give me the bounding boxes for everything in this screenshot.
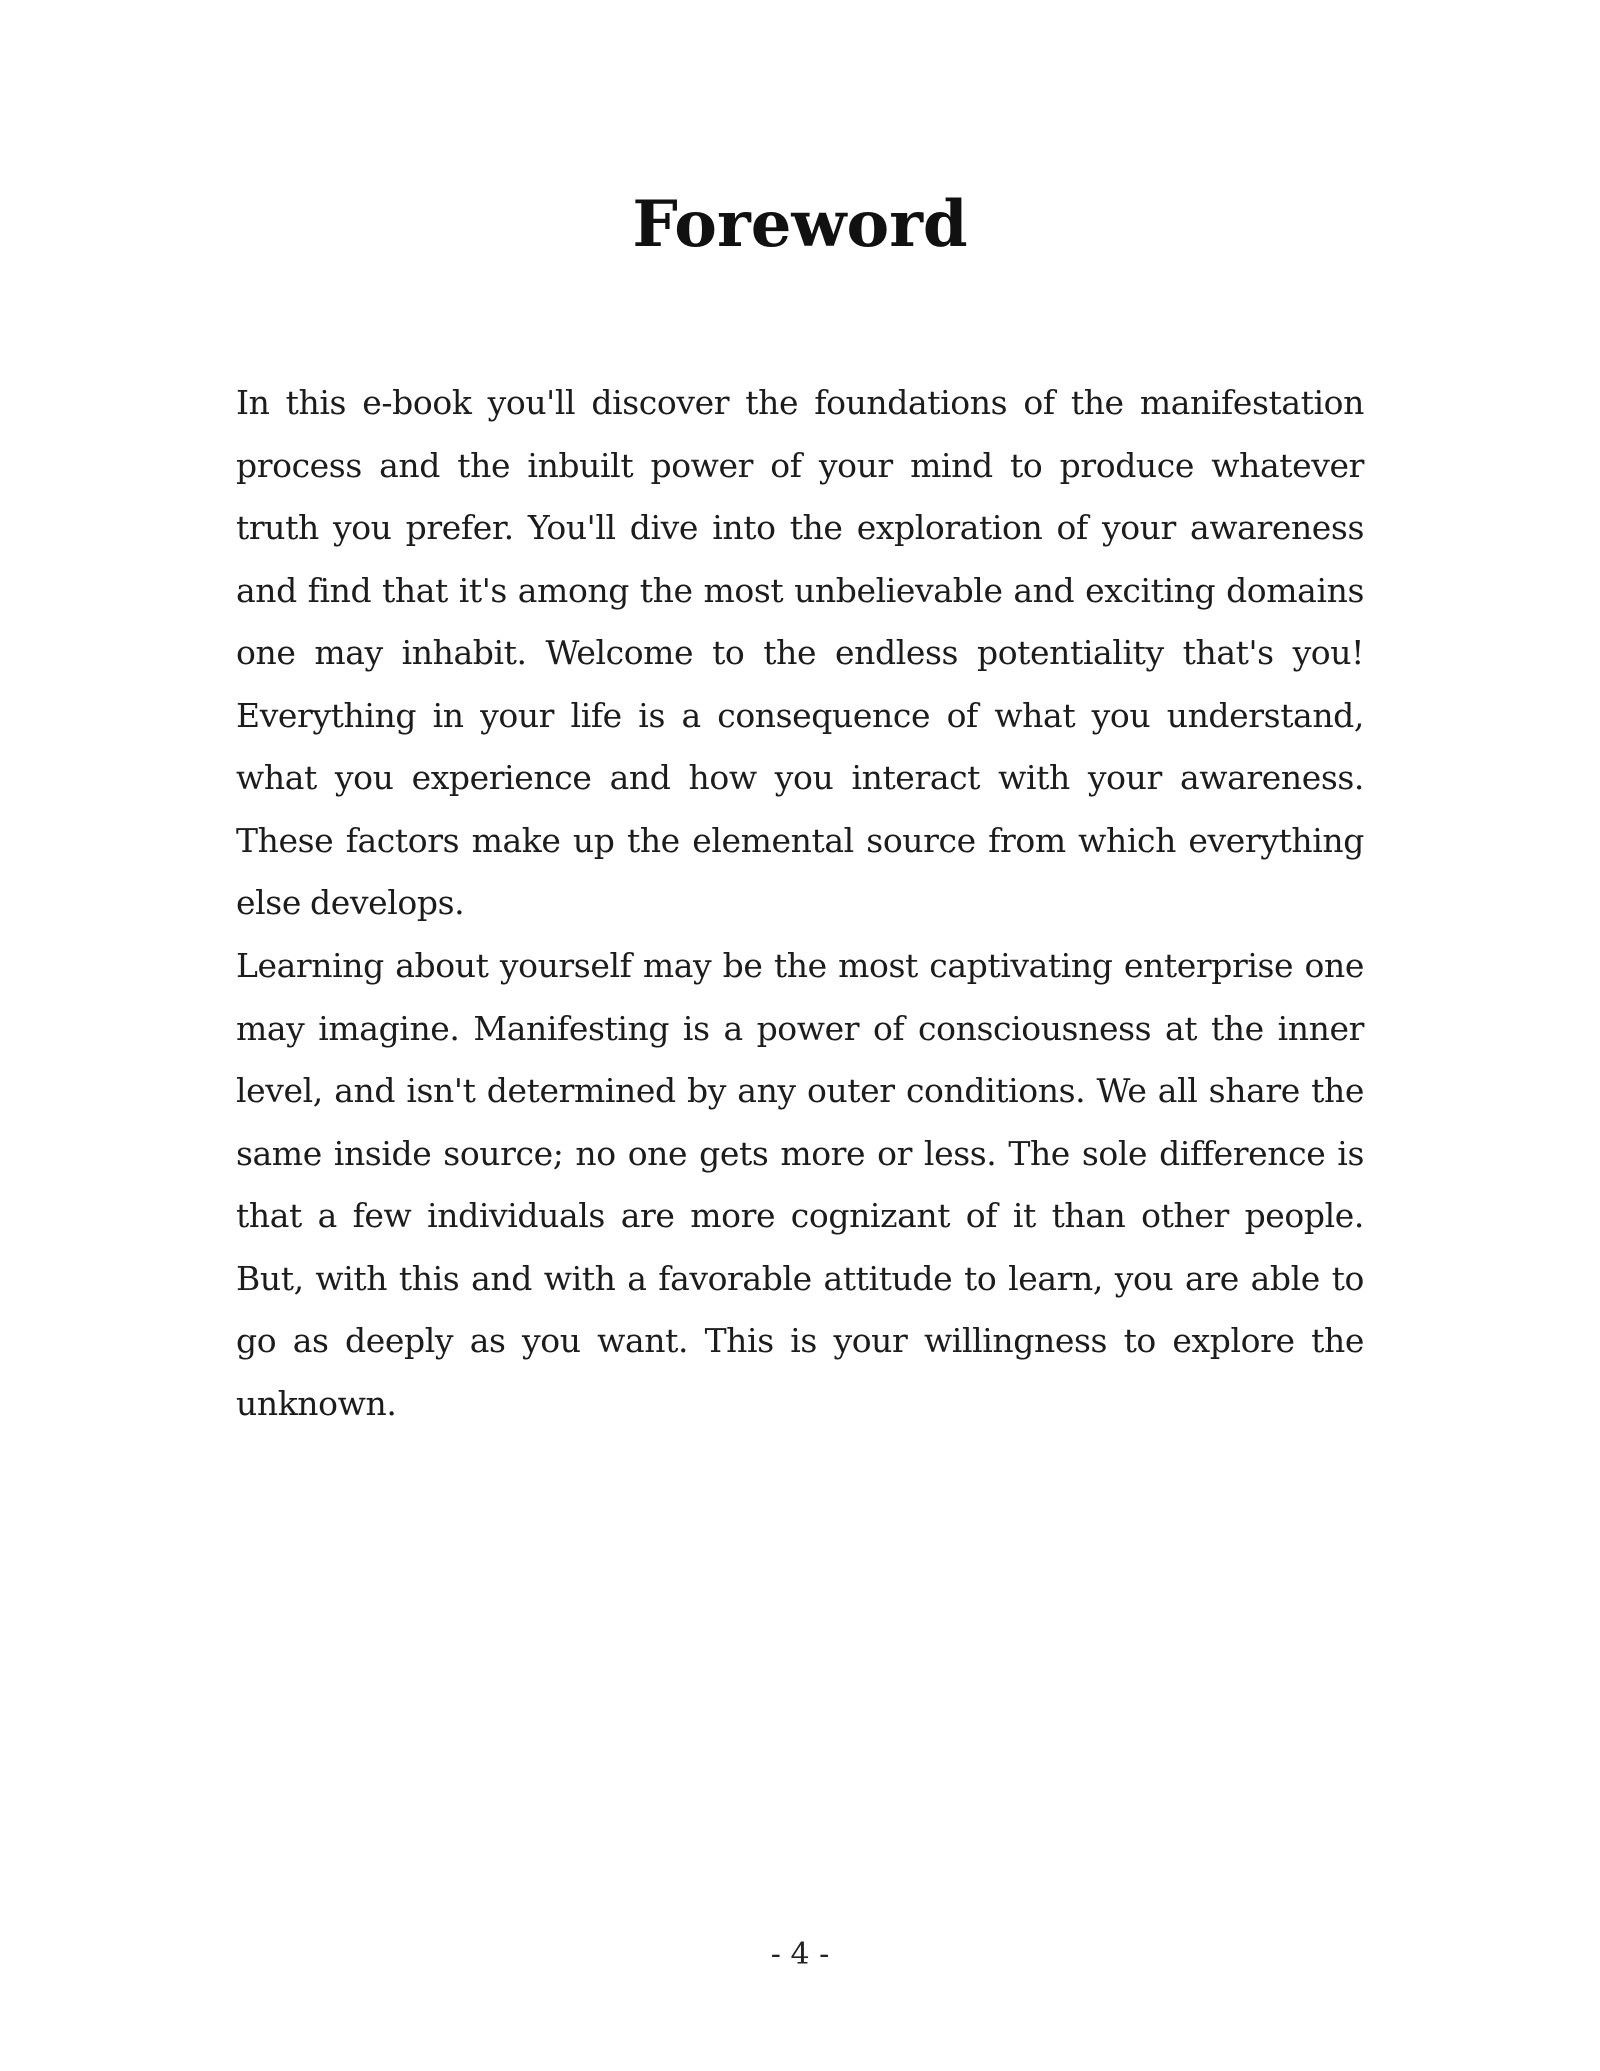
paragraph-2: Learning about yourself may be the most captivating enterprise one may imagine. Manifesting is a power of consciousness at the inner level, and isn't determined by any outer conditions. We all share the same inside source; no one gets more or less. The sole difference is that a few individuals are more cognizant of it than other people. But, with this and with a favorable attitude to learn, you are able to go as deeply as you want. This is your willingness to explore the unknown. [236,946,1364,1423]
paragraph-1: In this e-book you'll discover the foundations of the manifestation process and the inbuilt power of your mind to produce whatever truth you prefer. You'll dive into the exploration of your awareness and find that it's among the most unbelievable and exciting domains one may inhabit. Welcome to the endless potentiality that's you! Everything in your life is a consequence of what you understand, what you experience and how you interact with your awareness. These factors make up the elemental source from which everything else develops. [236,383,1364,922]
page-title: Foreword [632,187,968,262]
page-number: - 4 - [770,1937,830,1972]
